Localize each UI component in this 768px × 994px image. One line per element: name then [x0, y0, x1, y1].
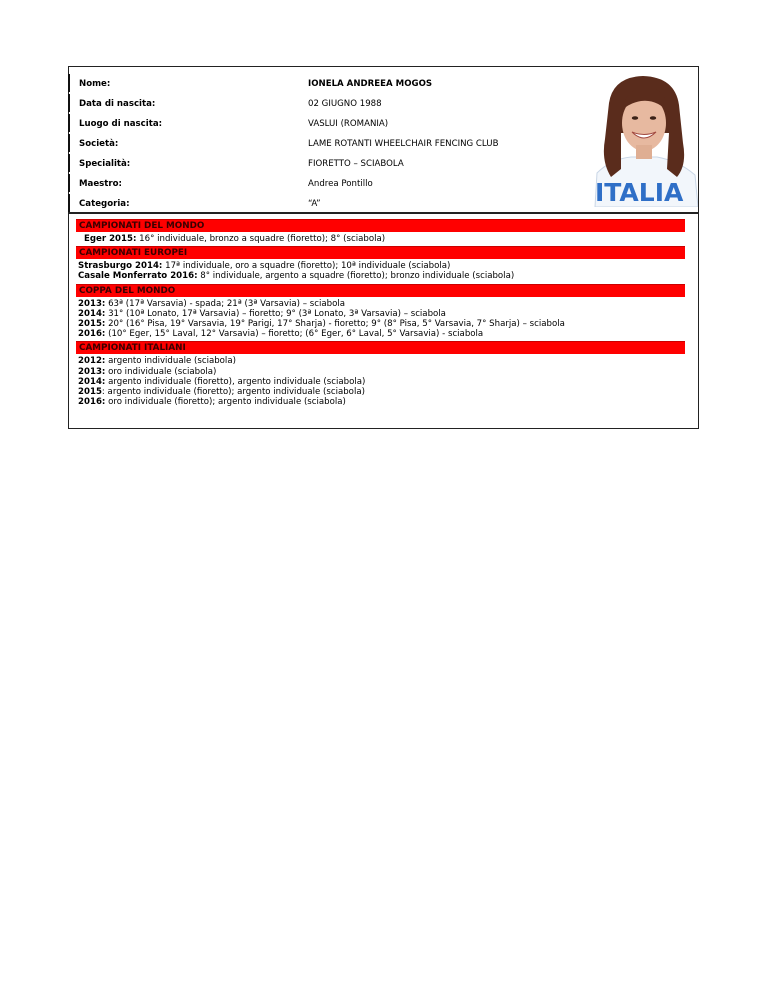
- row-specialty: [69, 154, 589, 172]
- row-club: [69, 134, 589, 152]
- result-line: [78, 397, 700, 407]
- section-world-cup: [69, 284, 700, 342]
- profile-info: [69, 67, 700, 212]
- birthplace-value: VASLUI (ROMANIA): [308, 119, 389, 129]
- result-line: [78, 299, 700, 309]
- row-marker: [68, 114, 70, 132]
- row-marker: [68, 74, 70, 92]
- section-world-championships: [69, 219, 700, 246]
- section-body: [78, 259, 700, 283]
- result-text: 8° individuale, argento a squadre (fioretto); bronzo individuale (sciabola): [197, 271, 515, 282]
- coach-label: Maestro:: [79, 179, 122, 189]
- athlete-card: [68, 66, 699, 429]
- result-line: [78, 271, 700, 281]
- club-label: Società:: [79, 139, 119, 149]
- birthdate-label: Data di nascita:: [79, 99, 156, 109]
- result-line: [78, 261, 700, 271]
- result-text: oro individuale (sciabola): [105, 366, 217, 377]
- row-marker: [68, 174, 70, 192]
- athlete-photo: [591, 73, 698, 207]
- result-key: 2014:: [78, 376, 106, 387]
- result-key: Casale Monferrato 2016:: [78, 271, 198, 282]
- section-european-championships: [69, 246, 700, 283]
- card-divider: [69, 212, 698, 214]
- row-birthdate: [69, 94, 589, 112]
- section-title: CAMPIONATI EUROPEI: [76, 246, 685, 259]
- result-line: [78, 387, 700, 397]
- result-text: 16° individuale, bronzo a squadre (fioretto); 8° (sciabola): [136, 234, 386, 244]
- row-marker: [68, 154, 70, 172]
- row-marker: [68, 94, 70, 112]
- results-sections: [69, 219, 700, 409]
- row-marker: [68, 194, 70, 212]
- result-line: [78, 356, 700, 366]
- category-value: “A”: [308, 199, 321, 209]
- result-line: [78, 319, 700, 329]
- result-key: 2012:: [78, 356, 106, 367]
- result-key: 2016:: [78, 329, 106, 340]
- result-key: Eger 2015:: [84, 234, 137, 244]
- result-text: : argento individuale (fioretto); argento individuale (sciabola): [101, 387, 365, 398]
- result-text: (10° Eger, 15° Laval, 12° Varsavia) – fioretto; (6° Eger, 6° Laval, 5° Varsavia) - sciabola: [105, 329, 484, 340]
- result-text: 17ª individuale, oro a squadre (fioretto); 10ª individuale (sciabola): [162, 261, 451, 272]
- specialty-value: FIORETTO – SCIABOLA: [308, 159, 404, 169]
- result-text: argento individuale (fioretto), argento individuale (sciabola): [105, 376, 366, 387]
- section-title: CAMPIONATI ITALIANI: [76, 341, 685, 354]
- result-text: oro individuale (fioretto); argento individuale (sciabola): [105, 397, 346, 408]
- row-birthplace: [69, 114, 589, 132]
- result-key: 2013:: [78, 366, 106, 377]
- birthdate-value: 02 GIUGNO 1988: [308, 99, 382, 109]
- result-key: 2014:: [78, 308, 106, 319]
- result-text: 31° (10ª Lonato, 17ª Varsavia) – fioretto; 9° (3ª Lonato, 3ª Varsavia) – sciabola: [105, 308, 446, 319]
- row-category: [69, 194, 589, 212]
- section-body: [78, 297, 700, 342]
- result-key: 2015: [78, 387, 102, 398]
- result-text: 63ª (17ª Varsavia) - spada; 21ª (3ª Varsavia) – sciabola: [105, 298, 345, 309]
- section-title: CAMPIONATI DEL MONDO: [76, 219, 685, 232]
- row-name: [69, 74, 589, 92]
- category-label: Categoria:: [79, 199, 130, 209]
- row-coach: [69, 174, 589, 192]
- result-key: 2013:: [78, 298, 106, 309]
- section-title: COPPA DEL MONDO: [76, 284, 685, 297]
- section-body: [78, 232, 700, 246]
- specialty-label: Specialità:: [79, 159, 131, 169]
- result-line: [78, 309, 700, 319]
- result-line: [78, 377, 700, 387]
- row-marker: [68, 134, 70, 152]
- section-italian-championships: [69, 341, 700, 409]
- club-value: LAME ROTANTI WHEELCHAIR FENCING CLUB: [308, 139, 499, 149]
- name-label: Nome:: [79, 79, 111, 89]
- result-key: 2016:: [78, 397, 106, 408]
- result-key: Strasburgo 2014:: [78, 261, 163, 272]
- shirt-lettering: ITALIA: [595, 178, 684, 207]
- result-text: argento individuale (sciabola): [105, 356, 236, 367]
- result-line: [78, 234, 700, 244]
- result-line: [78, 367, 700, 377]
- name-value: IONELA ANDREEA MOGOS: [308, 79, 433, 89]
- section-body: [78, 354, 700, 409]
- birthplace-label: Luogo di nascita:: [79, 119, 163, 129]
- result-key: 2015:: [78, 319, 106, 330]
- result-text: 20° (16° Pisa, 19° Varsavia, 19° Parigi, 17° Sharja) - fioretto; 9° (8° Pisa, 5° Varsavia, 7° Sharja) – sciabola: [105, 319, 565, 330]
- result-line: [78, 329, 700, 339]
- coach-value: Andrea Pontillo: [308, 179, 373, 189]
